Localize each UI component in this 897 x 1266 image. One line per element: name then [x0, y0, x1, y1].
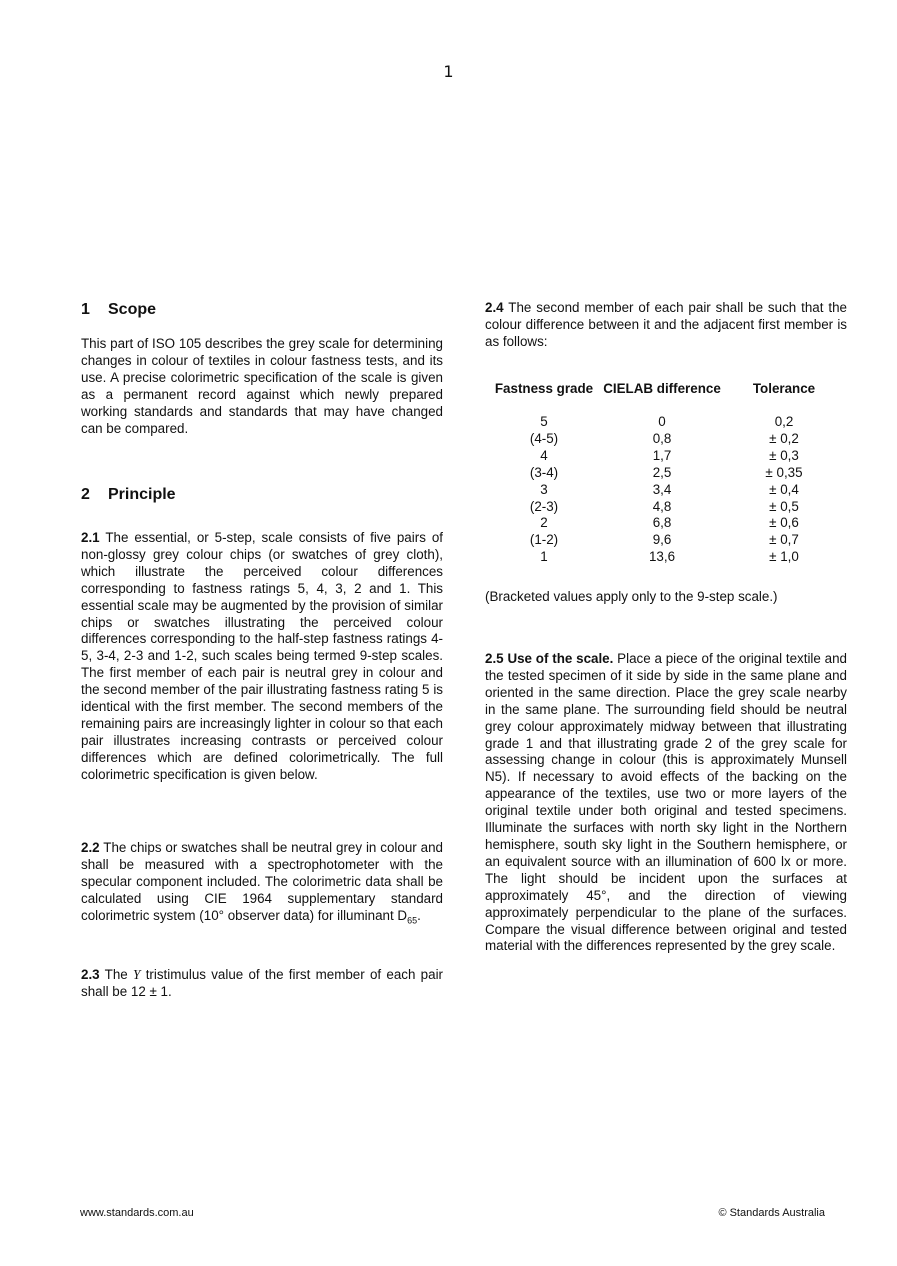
clause-2-1-text: The essential, or 5-step, scale consists of five pairs of non-glossy grey colour chips (or swatches of grey cloth), which illustrate the perceived colour differences corresponding to fastness ratings 5, 4, 3, 2 and 1. This essential scale may be augmented by the provision of similar chips or swatches illustrating the perceived colour differences corresponding to the half-step fastness ratings 4-5, 3-4, 2-3 and 1-2, such scales being termed 9-step scales. The first member of each pair is neutral grey in colour and the second member of the pair illustrating fastness rating 5 is identical with the first member. The second members of the remaining pairs are increasingly lighter in colour so that each pair illustrates increasing contrasts or perceived colour differences which are defined colorimetrically. The full colorimetric specification is given below.: [81, 530, 443, 782]
clause-2-5-number: 2.5: [485, 651, 504, 666]
table-row: [485, 532, 847, 549]
clause-2-2-end: .: [417, 907, 421, 923]
principle-heading: [81, 486, 443, 504]
page-number: 1: [443, 62, 454, 81]
grade-cell: (3-4): [529, 464, 559, 480]
tristimulus-variable: Y: [132, 967, 141, 982]
tolerance-cell: ± 0,4: [769, 481, 799, 497]
scope-text: This part of ISO 105 describes the grey scale for determining changes in colour of textiles in colour fastness tests, and its use. A precise colorimetric specification of the scale is given as a permanent record against which newly prepared working standards and standards that may have changed can be compared.: [81, 336, 443, 436]
tolerance-cell: ± 0,2: [769, 430, 799, 446]
colour-difference-table: [485, 370, 847, 566]
tolerance-cell: ± 0,6: [769, 515, 799, 531]
header-cielab-difference: CIELAB difference: [603, 380, 721, 396]
difference-cell: 0,8: [652, 430, 672, 446]
difference-cell: 1,7: [652, 447, 672, 463]
clause-2-5-title: Use of the scale.: [507, 651, 614, 666]
difference-cell: 4,8: [652, 498, 672, 514]
footer-website: www.standards.com.au: [80, 1207, 194, 1219]
clause-2-3-text: tristimulus value of the first member of each pair shall be 12 ± 1.: [81, 967, 443, 999]
illuminant-subscript: 65: [407, 915, 418, 926]
difference-cell: 0: [658, 414, 666, 429]
table-row: [485, 549, 847, 566]
tolerance-cell: ± 0,3: [769, 447, 799, 463]
clause-2-4-text: The second member of each pair shall be such that the colour difference between it and the adjacent first member is as follows:: [485, 300, 847, 349]
grade-cell: (1-2): [529, 532, 559, 548]
clause-2-2-text: The chips or swatches shall be neutral grey in colour and shall be measured with a spectrophotometer with the specular component included. The colorimetric data shall be calculated using CIE 1964 supplementary standard colorimetric system (10° observer data) for illuminant D: [81, 840, 443, 923]
tolerance-cell: ± 0,5: [769, 498, 799, 514]
tolerance-cell: ± 0,35: [765, 464, 803, 480]
difference-cell: 2,5: [652, 464, 672, 480]
table-row: [485, 499, 847, 516]
clause-2-5: [485, 651, 847, 955]
header-fastness-grade: Fastness grade: [494, 380, 594, 396]
clause-2-1: [81, 530, 443, 784]
clause-2-3-pre: The: [104, 967, 133, 982]
table-row: [485, 414, 847, 431]
grade-cell: 1: [540, 549, 548, 565]
footer-copyright: © Standards Australia: [718, 1207, 825, 1219]
clause-2-4: [485, 300, 847, 351]
table-note-text: (Bracketed values apply only to the 9-step scale.): [485, 589, 778, 604]
grade-cell: 5: [540, 414, 548, 429]
tolerance-cell: ± 1,0: [769, 549, 799, 565]
scope-heading-title: Scope: [108, 301, 157, 318]
header-tolerance: Tolerance: [752, 380, 816, 396]
clause-2-4-number: 2.4: [485, 300, 504, 315]
table-header-row: [485, 370, 847, 408]
tolerance-cell: 0,2: [774, 414, 794, 429]
clause-2-5-text: Place a piece of the original textile and the tested specimen of it side by side in the same plane and oriented in the same direction. Place the grey scale nearby in the same plane. The surrounding field should be neutral grey colour approximately midway between that illustrating grade 1 and that illustrating grade 2 of the grey scale for assessing change in colour (this is approximately Munsell N5). If necessary to avoid effects of the backing on the appearance of the textiles, use two or more layers of the original textile under both original and tested specimens. Illuminate the surfaces with north sky light in the Northern hemisphere, south sky light in the Southern hemisphere, or an equivalent source with an illumination of 600 lx or more. The light should be incident upon the surfaces at approximately 45°, and the direction of viewing approximately perpendicular to the plane of the surfaces. Compare the visual difference between original and tested material with the differences represented by the grey scale.: [485, 651, 847, 954]
grade-cell: (2-3): [529, 498, 559, 514]
table-row: [485, 515, 847, 532]
grade-cell: 4: [540, 447, 548, 463]
table-row: [485, 482, 847, 499]
clause-2-3-number: 2.3: [81, 967, 100, 982]
table-row: [485, 431, 847, 448]
clause-2-3: [81, 967, 443, 1001]
grade-cell: 2: [540, 515, 548, 531]
difference-cell: 9,6: [652, 532, 672, 548]
clause-2-2: [81, 840, 443, 925]
principle-heading-number: 2: [81, 486, 90, 503]
tolerance-cell: ± 0,7: [769, 532, 799, 548]
difference-cell: 13,6: [648, 549, 676, 565]
grade-cell: (4-5): [529, 430, 559, 446]
principle-heading-title: Principle: [108, 486, 176, 503]
table-note: [485, 589, 847, 606]
table-row: [485, 465, 847, 482]
scope-heading: [81, 301, 443, 319]
scope-heading-number: 1: [81, 301, 90, 318]
difference-cell: 6,8: [652, 515, 672, 531]
grade-cell: 3: [540, 481, 548, 497]
clause-2-2-number: 2.2: [81, 840, 100, 855]
table-row: [485, 448, 847, 465]
clause-2-1-number: 2.1: [81, 530, 100, 545]
scope-paragraph: [81, 336, 443, 437]
difference-cell: 3,4: [652, 481, 672, 497]
